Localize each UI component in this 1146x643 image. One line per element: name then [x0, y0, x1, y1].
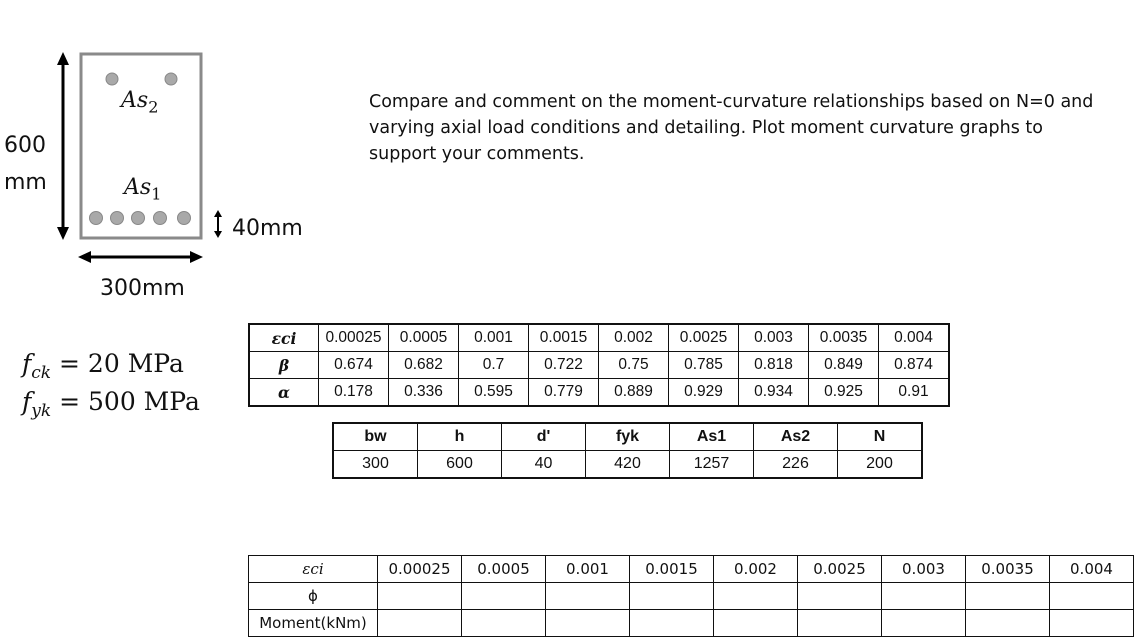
header-bw: bw	[333, 423, 418, 451]
concrete-section-outline	[81, 54, 201, 238]
beta-cell: 0.682	[389, 352, 459, 379]
results-phi-row	[249, 583, 1134, 610]
eps-cell: 0.002	[599, 324, 669, 352]
phi-input-cell[interactable]	[798, 583, 882, 610]
beta-cell: 0.722	[529, 352, 599, 379]
cover-dimension-arrow	[214, 210, 222, 238]
phi-input-cell[interactable]	[714, 583, 798, 610]
results-moment-row	[249, 610, 1134, 637]
moment-input-cell[interactable]	[714, 610, 798, 637]
width-dimension-arrow	[78, 251, 203, 263]
header-as1: As1	[670, 423, 754, 451]
alpha-cell: 0.595	[459, 379, 529, 407]
cross-section-drawing	[0, 0, 340, 320]
beta-cell: 0.849	[809, 352, 879, 379]
moment-input-cell[interactable]	[378, 610, 462, 637]
bottom-rebar	[154, 212, 167, 225]
moment-input-cell[interactable]	[546, 610, 630, 637]
eps-cell: 0.0025	[669, 324, 739, 352]
header-fyk: fyk	[586, 423, 670, 451]
eps-cell: 0.0005	[389, 324, 459, 352]
row-label-beta: β	[249, 352, 319, 379]
row-label-moment: Moment(kNm)	[249, 610, 378, 637]
value-h: 600	[418, 451, 502, 479]
eps-cell: 0.001	[546, 556, 630, 583]
eps-cell: 0.0015	[630, 556, 714, 583]
height-label-unit: mm	[4, 170, 47, 195]
fck-equation: $f_{ck} = 20$ MPa	[22, 349, 184, 383]
alpha-cell: 0.178	[319, 379, 389, 407]
row-label-eps: εci	[249, 324, 319, 352]
header-n: N	[838, 423, 923, 451]
beta-cell: 0.75	[599, 352, 669, 379]
value-bw: 300	[333, 451, 418, 479]
row-label-alpha: α	[249, 379, 319, 407]
beta-cell: 0.818	[739, 352, 809, 379]
eps-row	[249, 324, 949, 352]
fyk-equation: $f_{yk} = 500$ MPa	[22, 387, 200, 421]
phi-input-cell[interactable]	[1050, 583, 1134, 610]
top-steel-label: $As_2$	[121, 88, 159, 117]
eps-cell: 0.0035	[966, 556, 1050, 583]
eps-cell: 0.002	[714, 556, 798, 583]
eps-cell: 0.004	[1050, 556, 1134, 583]
beta-row	[249, 352, 949, 379]
eps-cell: 0.003	[739, 324, 809, 352]
bottom-steel-label: $As_1$	[124, 175, 162, 204]
bottom-rebar	[178, 212, 191, 225]
eps-cell: 0.0035	[809, 324, 879, 352]
top-rebar	[165, 73, 177, 85]
value-fyk: 420	[586, 451, 670, 479]
beta-cell: 0.674	[319, 352, 389, 379]
header-as2: As2	[754, 423, 838, 451]
phi-input-cell[interactable]	[378, 583, 462, 610]
eps-cell: 0.004	[879, 324, 950, 352]
eps-cell: 0.0005	[462, 556, 546, 583]
bottom-rebar	[132, 212, 145, 225]
eps-cell: 0.001	[459, 324, 529, 352]
eps-cell: 0.0015	[529, 324, 599, 352]
alpha-cell: 0.929	[669, 379, 739, 407]
properties-value-row	[333, 451, 922, 479]
width-label: 300mm	[100, 276, 185, 301]
section-properties-table	[332, 422, 923, 479]
phi-input-cell[interactable]	[966, 583, 1050, 610]
phi-input-cell[interactable]	[546, 583, 630, 610]
moment-input-cell[interactable]	[630, 610, 714, 637]
height-dimension-arrow	[57, 52, 69, 240]
value-as1: 1257	[670, 451, 754, 479]
alpha-cell: 0.91	[879, 379, 950, 407]
moment-input-cell[interactable]	[966, 610, 1050, 637]
alpha-cell: 0.934	[739, 379, 809, 407]
alpha-cell: 0.779	[529, 379, 599, 407]
phi-input-cell[interactable]	[630, 583, 714, 610]
phi-input-cell[interactable]	[462, 583, 546, 610]
bottom-rebar	[111, 212, 124, 225]
eps-cell: 0.003	[882, 556, 966, 583]
moment-input-cell[interactable]	[462, 610, 546, 637]
height-label-value: 600	[4, 133, 46, 158]
eps-cell: 0.00025	[378, 556, 462, 583]
moment-curvature-results-table	[248, 555, 1134, 637]
alpha-row	[249, 379, 949, 407]
cover-label: 40mm	[232, 216, 303, 241]
assignment-prompt: Compare and comment on the moment-curvature relationships based on N=0 and varying axial load conditions and detailing. Plot moment curvature graphs to support your comments.	[369, 92, 1094, 164]
value-d-prime: 40	[502, 451, 586, 479]
moment-input-cell[interactable]	[1050, 610, 1134, 637]
beta-cell: 0.785	[669, 352, 739, 379]
alpha-cell: 0.889	[599, 379, 669, 407]
top-rebar	[106, 73, 118, 85]
properties-header-row	[333, 423, 922, 451]
alpha-cell: 0.336	[389, 379, 459, 407]
strain-coefficients-table	[248, 323, 950, 407]
beta-cell: 0.874	[879, 352, 950, 379]
results-eps-row	[249, 556, 1134, 583]
row-label-eps: εci	[249, 556, 378, 583]
eps-cell: 0.0025	[798, 556, 882, 583]
eps-cell: 0.00025	[319, 324, 389, 352]
bottom-rebar	[90, 212, 103, 225]
header-d-prime: d'	[502, 423, 586, 451]
beta-cell: 0.7	[459, 352, 529, 379]
row-label-phi: ϕ	[249, 583, 378, 610]
moment-input-cell[interactable]	[882, 610, 966, 637]
header-h: h	[418, 423, 502, 451]
value-as2: 226	[754, 451, 838, 479]
phi-input-cell[interactable]	[882, 583, 966, 610]
value-n: 200	[838, 451, 923, 479]
alpha-cell: 0.925	[809, 379, 879, 407]
moment-input-cell[interactable]	[798, 610, 882, 637]
